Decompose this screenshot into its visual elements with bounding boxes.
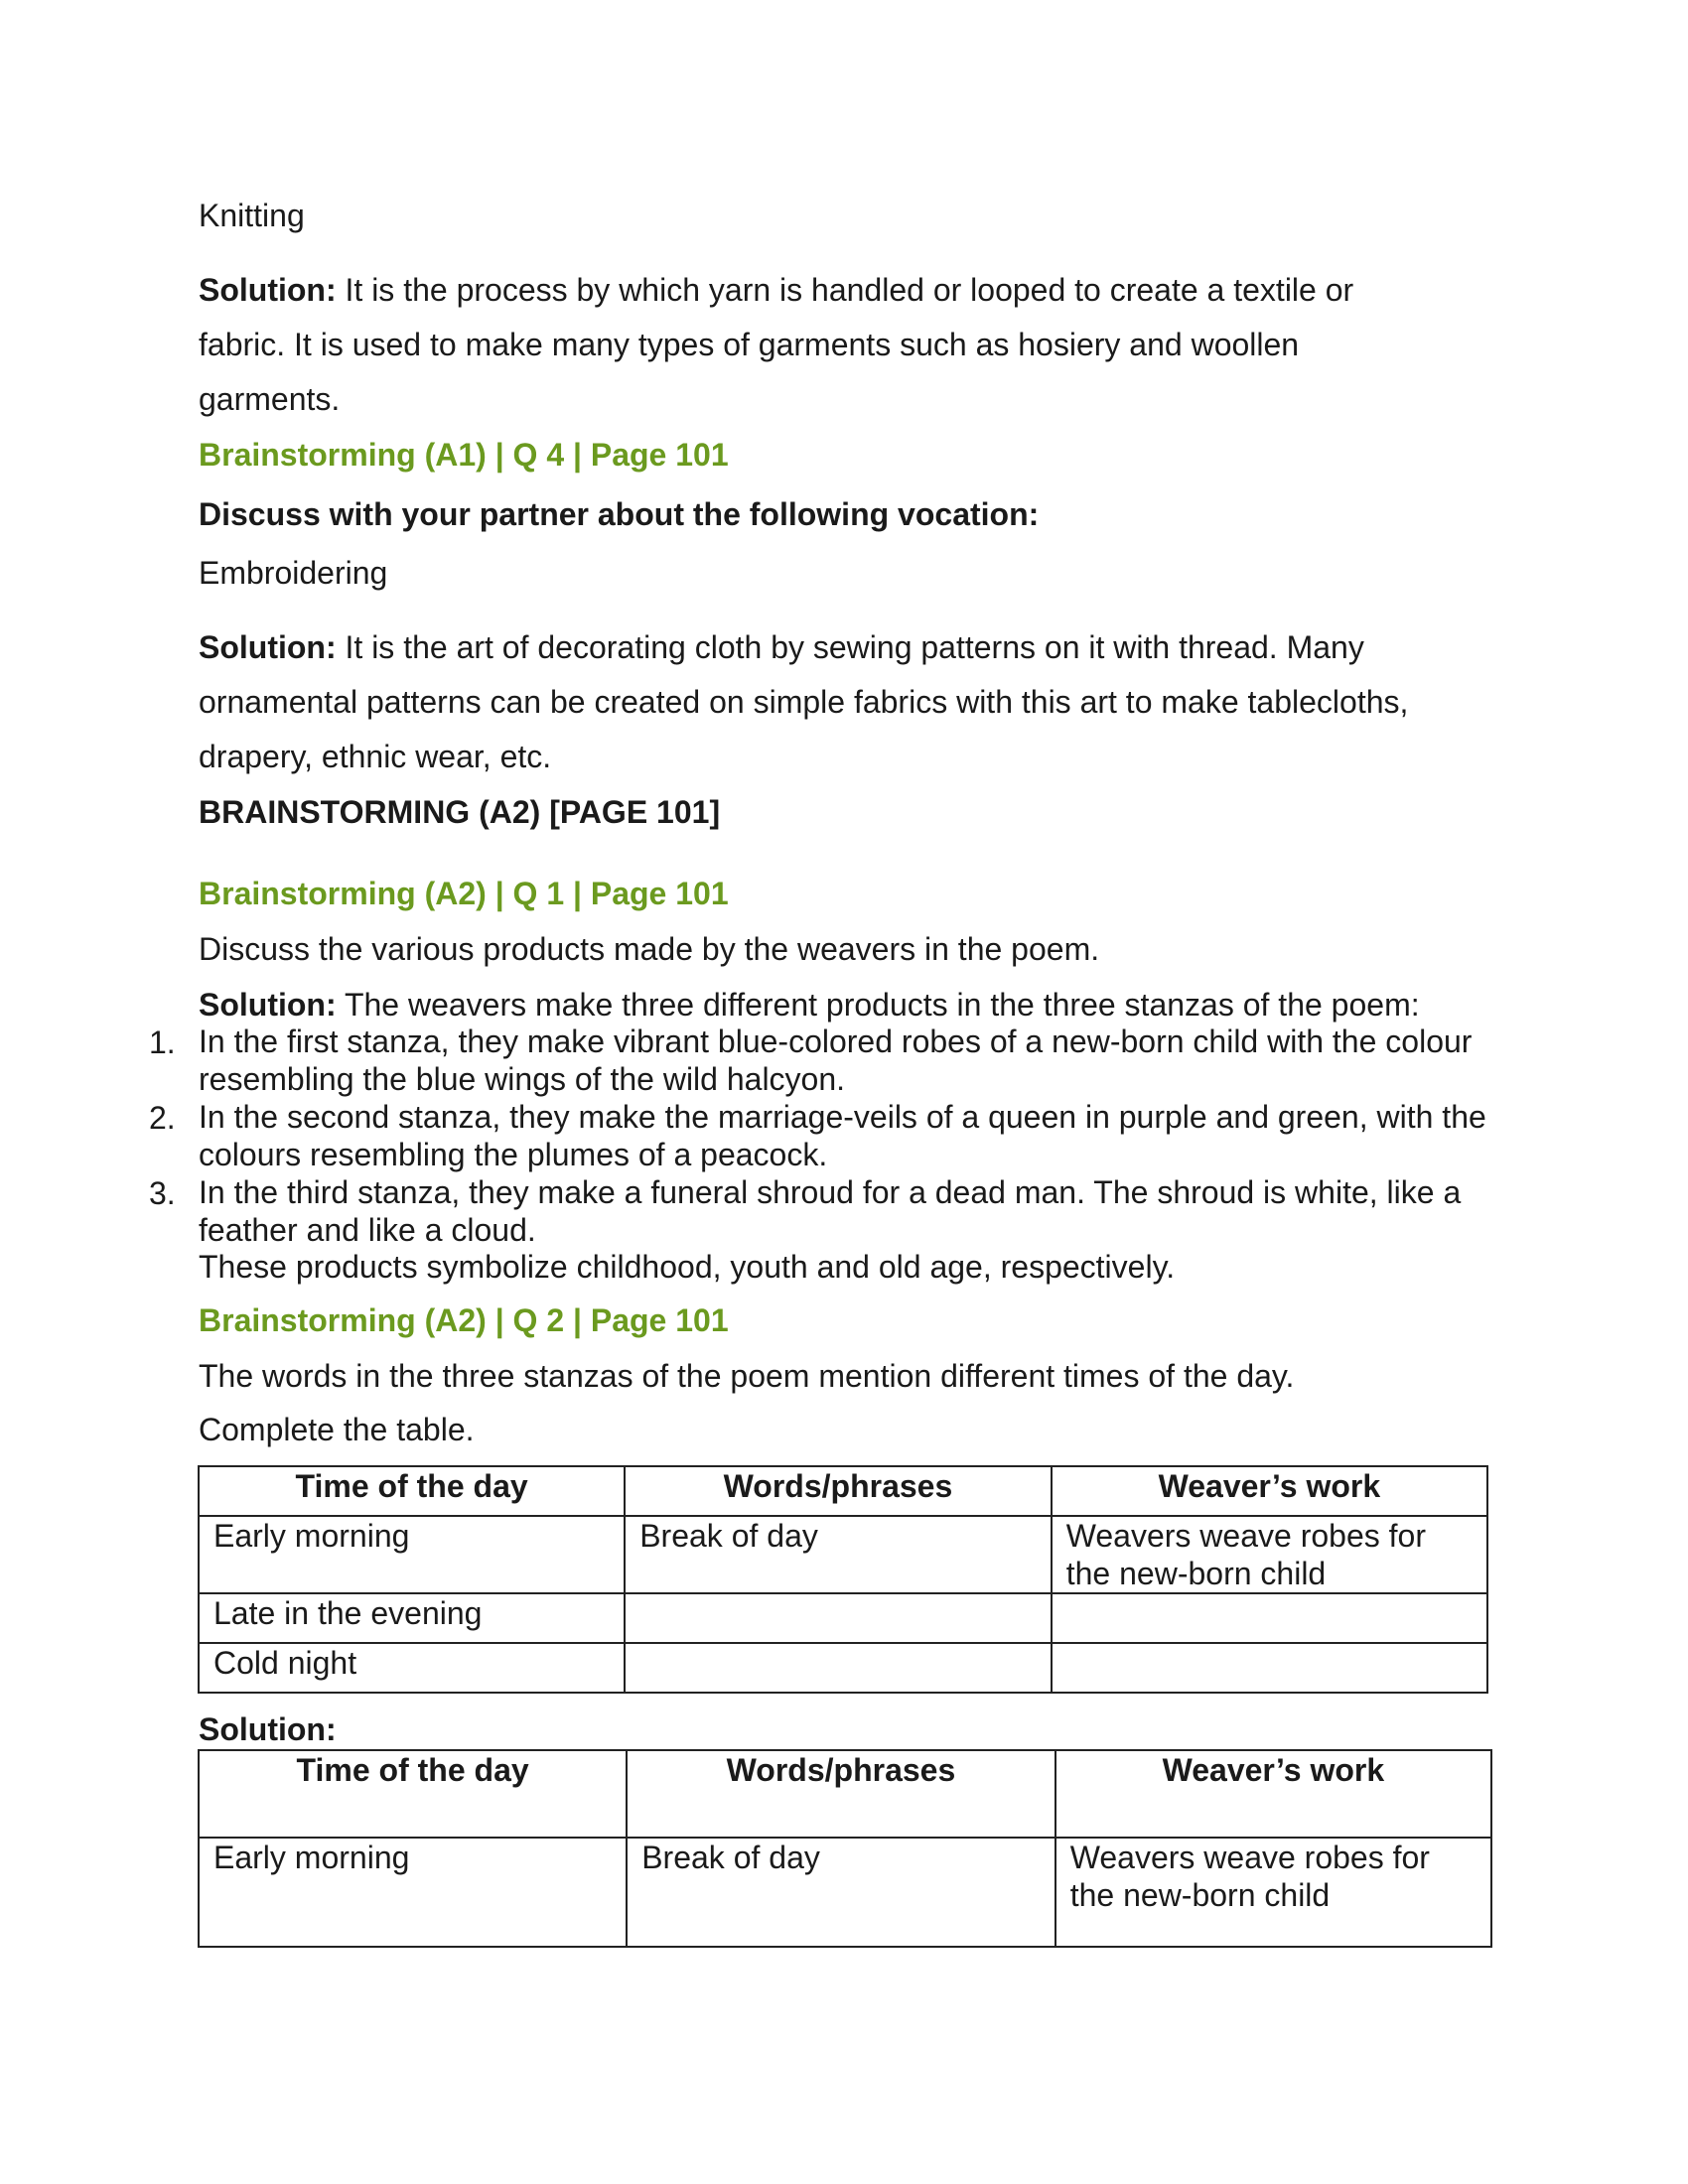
table-row	[199, 1516, 1487, 1593]
list-item: In the third stanza, they make a funeral shroud for a dead man. The shroud is white, like a feather and like a cloud.	[199, 1174, 1462, 1248]
table-cell	[625, 1643, 1052, 1693]
table-cell	[625, 1593, 1052, 1643]
table-cell: Early morning	[199, 1516, 625, 1593]
solution-text: It is the process by which yarn is handled or looped to create a textile or	[336, 272, 1354, 308]
section-title: BRAINSTORMING (A2) [PAGE 101]	[199, 794, 721, 830]
table-cell: Weavers weave robes for the new-born child	[1052, 1516, 1487, 1593]
table-header-row	[199, 1466, 1487, 1516]
solution-label: Solution:	[199, 272, 337, 308]
solution-a2-q1-intro	[199, 987, 1420, 1024]
list-item: In the second stanza, they make the marriage-veils of a queen in purple and green, with the colours resembling the plumes of a peacock.	[199, 1099, 1486, 1172]
list-item-number: 2.	[149, 1100, 176, 1136]
solution-knitting-line2: fabric. It is used to make many types of garments such as hosiery and woollen	[199, 327, 1300, 362]
table-cell: Break of day	[625, 1516, 1052, 1593]
table-cell	[1052, 1643, 1487, 1693]
table-cell: Cold night	[199, 1643, 625, 1693]
solution-knitting-line3: garments.	[199, 381, 341, 417]
solution-text: It is the art of decorating cloth by sewing patterns on it with thread. Many	[336, 629, 1364, 665]
solution-text: The weavers make three different products in the three stanzas of the poem:	[336, 987, 1420, 1023]
question-a2-q2-line2: Complete the table.	[199, 1412, 475, 1447]
table-header-row	[199, 1750, 1491, 1838]
solution-label-a2-q2: Solution:	[199, 1711, 337, 1747]
solution-embroidering-line1	[199, 620, 1364, 675]
table-row	[199, 1643, 1487, 1693]
topic-embroidering: Embroidering	[199, 555, 388, 591]
question-a2-q1: Discuss the various products made by the weavers in the poem.	[199, 931, 1100, 967]
list-item: In the first stanza, they make vibrant blue-colored robes of a new-born child with the colour resembling the blue wings of the wild halcyon.	[199, 1024, 1473, 1097]
heading-a1-q4: Brainstorming (A1) | Q 4 | Page 101	[199, 437, 729, 473]
solution-label: Solution:	[199, 987, 337, 1023]
solution-label: Solution:	[199, 629, 337, 665]
solution-embroidering-line2: ornamental patterns can be created on simple fabrics with this art to make tablecloths,	[199, 684, 1409, 720]
table-cell: Late in the evening	[199, 1593, 625, 1643]
table-header-cell: Weaver’s work	[1052, 1466, 1487, 1516]
table-header-cell: Time of the day	[199, 1466, 625, 1516]
table-cell: Early morning	[199, 1838, 627, 1947]
solution-table	[198, 1749, 1492, 1948]
table-header-cell: Weaver’s work	[1055, 1750, 1491, 1838]
question-a2-q2-line1: The words in the three stanzas of the poem mention different times of the day.	[199, 1358, 1295, 1394]
solution-knitting-line1	[199, 263, 1353, 318]
table-header-cell: Time of the day	[199, 1750, 627, 1838]
table-row	[199, 1593, 1487, 1643]
list-item-number: 1.	[149, 1024, 176, 1060]
solution-a2-q1-conclusion: These products symbolize childhood, youth and old age, respectively.	[199, 1249, 1176, 1285]
heading-a2-q2: Brainstorming (A2) | Q 2 | Page 101	[199, 1302, 729, 1338]
table-cell	[1052, 1593, 1487, 1643]
table-cell: Break of day	[627, 1838, 1055, 1947]
solution-embroidering-line3: drapery, ethnic wear, etc.	[199, 739, 552, 774]
table-header-cell: Words/phrases	[627, 1750, 1055, 1838]
table-row	[199, 1838, 1491, 1947]
question-a1-q4: Discuss with your partner about the following vocation:	[199, 496, 1040, 532]
table-header-cell: Words/phrases	[625, 1466, 1052, 1516]
topic-knitting: Knitting	[199, 198, 305, 233]
table-cell: Weavers weave robes for the new-born child	[1055, 1838, 1491, 1947]
heading-a2-q1: Brainstorming (A2) | Q 1 | Page 101	[199, 876, 729, 911]
question-table	[198, 1465, 1488, 1694]
list-item-number: 3.	[149, 1175, 176, 1211]
